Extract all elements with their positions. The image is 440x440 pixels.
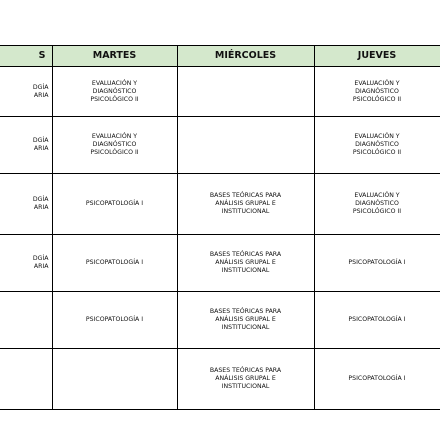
cell-miercoles: BASES TEÓRICAS PARA ANÁLISIS GRUPAL E INSTITUCIONAL <box>177 235 314 292</box>
header-cell-first: S <box>0 46 52 67</box>
cell-martes <box>52 349 177 410</box>
cell-miercoles <box>177 117 314 174</box>
cell-jueves: EVALUACIÓN Y DIAGNÓSTICO PSICOLÓGICO II <box>314 117 440 174</box>
cell-martes: PSICOPATOLOGÍA I <box>52 292 177 349</box>
cell-first <box>0 349 52 410</box>
table-row <box>0 117 440 174</box>
cell-jueves: EVALUACIÓN Y DIAGNÓSTICO PSICOLÓGICO II <box>314 174 440 235</box>
table-row <box>0 349 440 410</box>
cell-first: DGÍA ARIA <box>0 67 52 117</box>
cell-martes: EVALUACIÓN Y DIAGNÓSTICO PSICOLÓGICO II <box>52 67 177 117</box>
header-cell-martes: MARTES <box>52 46 177 67</box>
cell-first: DGÍA ARIA <box>0 117 52 174</box>
cell-jueves: PSICOPATOLOGÍA I <box>314 235 440 292</box>
table-row <box>0 67 440 117</box>
cell-martes: EVALUACIÓN Y DIAGNÓSTICO PSICOLÓGICO II <box>52 117 177 174</box>
cell-first: DGÍA ARIA <box>0 174 52 235</box>
cell-jueves: PSICOPATOLOGÍA I <box>314 349 440 410</box>
cell-miercoles <box>177 67 314 117</box>
cell-jueves: EVALUACIÓN Y DIAGNÓSTICO PSICOLÓGICO II <box>314 67 440 117</box>
cell-martes: PSICOPATOLOGÍA I <box>52 174 177 235</box>
cell-first <box>0 292 52 349</box>
cell-miercoles: BASES TEÓRICAS PARA ANÁLISIS GRUPAL E INSTITUCIONAL <box>177 292 314 349</box>
table-row <box>0 235 440 292</box>
cell-first: DGÍA ARIA <box>0 235 52 292</box>
cell-martes: PSICOPATOLOGÍA I <box>52 235 177 292</box>
header-row <box>0 46 440 67</box>
table-row <box>0 174 440 235</box>
cell-miercoles: BASES TEÓRICAS PARA ANÁLISIS GRUPAL E INSTITUCIONAL <box>177 349 314 410</box>
header-cell-miercoles: MIÉRCOLES <box>177 46 314 67</box>
schedule-table <box>0 45 440 410</box>
cell-miercoles: BASES TEÓRICAS PARA ANÁLISIS GRUPAL E INSTITUCIONAL <box>177 174 314 235</box>
header-cell-jueves: JUEVES <box>314 46 440 67</box>
cell-jueves: PSICOPATOLOGÍA I <box>314 292 440 349</box>
table-row <box>0 292 440 349</box>
